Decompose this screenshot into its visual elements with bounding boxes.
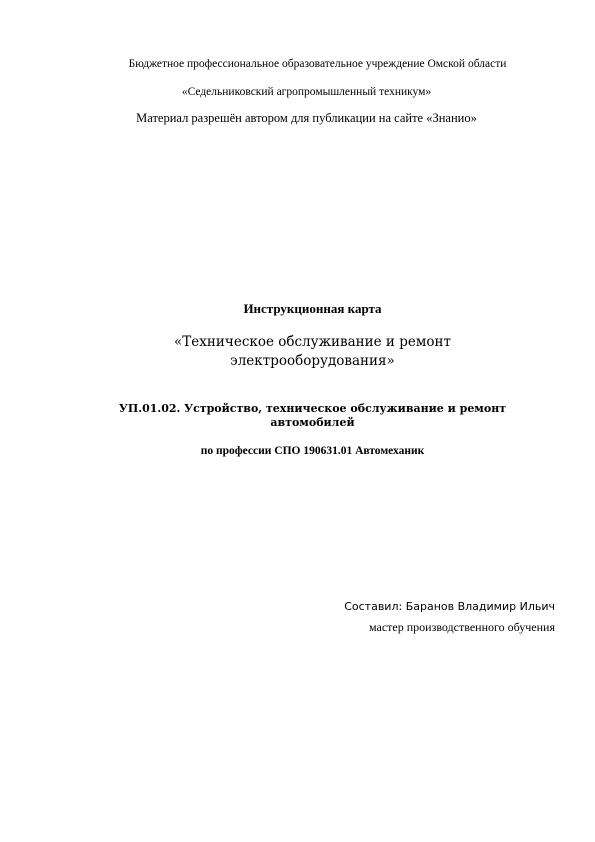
practice-module <box>30 402 595 430</box>
document-title-line1: «Техническое обслуживание и ремонт <box>174 334 451 350</box>
document-title-line2: электрооборудования» <box>230 353 395 369</box>
practice-module-line2: автомобилей <box>270 416 355 429</box>
author-role: мастер производственного обучения <box>369 620 555 634</box>
institution-name: Бюджетное профессиональное образовательное учреждение Омской области <box>128 58 507 70</box>
college-name: «Седельниковский агропромышленный техникум» <box>181 86 432 98</box>
document-title <box>30 333 595 371</box>
author-name: Составил: Баранов Владимир Ильич <box>344 600 555 613</box>
publication-permission: Материал разрешён автором для публикации на сайте «Знанио» <box>136 111 477 125</box>
document-type: Инструкционная карта <box>243 301 382 316</box>
practice-module-line1: УП.01.02. Устройство, техническое обслуживание и ремонт <box>118 402 507 415</box>
profession: по профессии СПО 190631.01 Автомеханик <box>200 445 425 457</box>
